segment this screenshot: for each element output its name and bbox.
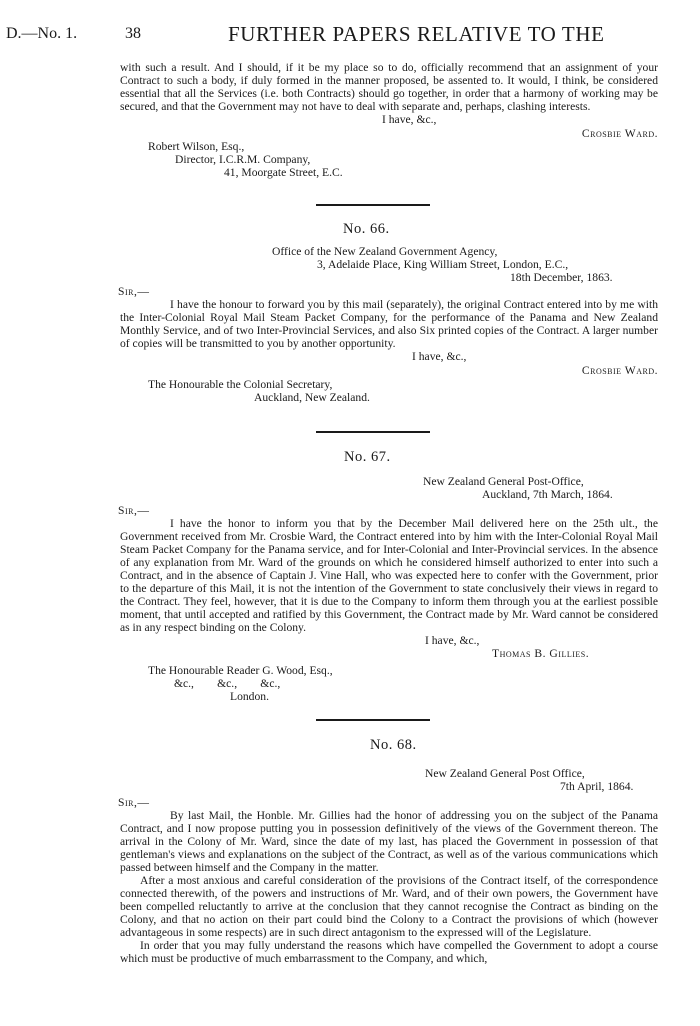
sender-line: Office of the New Zealand Government Agency, — [272, 245, 498, 258]
letter-number: No. 66. — [343, 221, 390, 237]
closing-line: I have, &c., — [412, 350, 467, 363]
addressee-line: The Honourable Reader G. Wood, Esq., — [148, 664, 333, 677]
sender-line: 3, Adelaide Place, King William Street, London, E.C., — [317, 258, 569, 271]
sender-line: New Zealand General Post Office, — [425, 767, 585, 780]
body-paragraph: I have the honor to inform you that by the December Mail delivered here on the 25th ult., the Government received from Mr. Crosbie Ward, the Contract entered into by him with the Inter-Colonial Royal Mail Steam Packet Company for the Panama service, and for Inter-Colonial and Inter-Provincial services. In the absence of any explanation from Mr. Ward of the grounds on which he considered himself authorized to enter into such a Contract, and in the absence of Captain J. Vine Hall, who was expected here to confer with the Government, prior to the departure of this Mail, it is not the intention of the Government to state conclusively their views in regard to the Contract. They feel, however, that it is due to the Company to inform them through you at the earliest possible moment, that until accepted and ratified by this Government, the Contract made by Mr. Ward cannot be considered as in any respect binding on the Colony. — [120, 517, 658, 634]
salutation: Sir,— — [118, 285, 150, 298]
addressee-line: &c., &c., &c., — [174, 677, 281, 690]
date-line: 18th December, 1863. — [510, 271, 613, 284]
sender-line: New Zealand General Post-Office, — [423, 475, 584, 488]
document-reference: D.—No. 1. — [6, 25, 78, 42]
addressee-line: Director, I.C.R.M. Company, — [175, 153, 311, 166]
body-paragraph: In order that you may fully understand the reasons which have compelled the Government to adopt a course which must be productive of much embarrassment to the Company, and which, — [120, 939, 658, 965]
page-number: 38 — [125, 25, 141, 42]
letter-number: No. 68. — [370, 737, 417, 753]
letter-66 — [120, 245, 658, 404]
letter-67 — [120, 475, 658, 703]
section-divider — [316, 431, 430, 433]
intro-section — [120, 61, 658, 179]
section-divider — [316, 719, 430, 721]
addressee-line: The Honourable the Colonial Secretary, — [148, 378, 333, 391]
addressee-line: London. — [230, 690, 269, 703]
salutation: Sir,— — [118, 504, 150, 517]
closing-line: I have, &c., — [382, 113, 437, 126]
section-divider — [316, 204, 430, 206]
addressee-line: 41, Moorgate Street, E.C. — [224, 166, 343, 179]
letter-number: No. 67. — [344, 449, 391, 465]
body-paragraph: By last Mail, the Honble. Mr. Gillies had the honor of addressing you on the subject of the Panama Contract, and I now propose putting you in possession definitively of the views of the Government thereon. The arrival in the Colony of Mr. Ward, since the date of my last, has placed the Government in possession of that gentleman's views and explanations on the subject of the Contract, as well as of the various communications which passed between himself and the Company in the matter. — [120, 809, 658, 874]
letter-68 — [120, 767, 658, 965]
body-paragraph: After a most anxious and careful consideration of the provisions of the Contract itself, of the correspondence connected therewith, of the powers and instructions of Mr. Ward, and of their own powers, the Government have been compelled reluctantly to arrive at the conclusion that they cannot recognise the Contract as binding on the Colony, and that no action on their part could bind the Colony to a Contract the provisions of which (however advantageous in some respects) are in such direct antagonism to the expressed will of the Legislature. — [120, 874, 658, 939]
signature: Thomas B. Gillies. — [492, 647, 590, 660]
date-line: Auckland, 7th March, 1864. — [482, 488, 613, 501]
body-paragraph: with such a result. And I should, if it be my place so to do, officially recommend that an assignment of your Contract to such a body, if duly formed in the manner proposed, be assented to. It would, I think, be considered essential that all the Services (i.e. both Contracts) should go together, in order that a harmony of working may be secured, and that the Government may not have to deal with separate and, perhaps, clashing interests. — [120, 61, 658, 113]
addressee-line: Auckland, New Zealand. — [254, 391, 370, 404]
running-title: FURTHER PAPERS RELATIVE TO THE — [228, 22, 605, 46]
closing-line: I have, &c., — [425, 634, 480, 647]
date-line: 7th April, 1864. — [560, 780, 634, 793]
salutation: Sir,— — [118, 796, 150, 809]
signature: Crosbie Ward. — [581, 127, 658, 140]
signature: Crosbie Ward. — [581, 364, 658, 377]
addressee-line: Robert Wilson, Esq., — [148, 140, 245, 153]
body-paragraph: I have the honour to forward you by this mail (separately), the original Contract entered into by me with the Inter-Colonial Royal Mail Steam Packet Company, for the performance of the Panama and New Zealand Monthly Service, and of two Inter-Provincial Services, and also Six printed copies of the Contract. A larger number of copies will be transmitted to you by another opportunity. — [120, 298, 658, 350]
